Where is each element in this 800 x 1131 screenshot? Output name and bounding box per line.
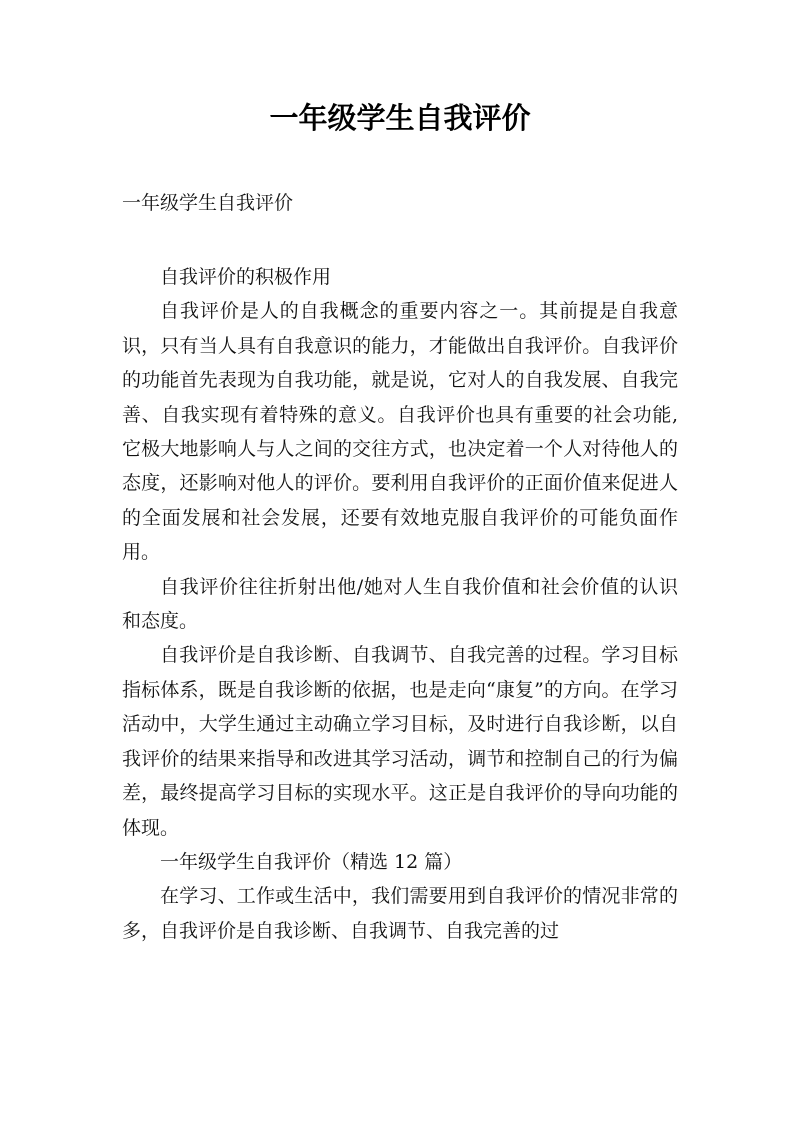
paragraph-heading: 自我评价的积极作用: [160, 266, 332, 288]
document-subtitle: 一年级学生自我评价: [122, 192, 294, 214]
document-title: 一年级学生自我评价: [269, 101, 531, 135]
paragraph: 自我评价是人的自我概念的重要内容之一。其前提是自我意识，只有当人具有自我意识的能力，才能做出自我评价。自我评价的功能首先表现为自我功能，就是说，它对人的自我发展、自我完善、自我实现有着特殊的意义。自我评价也具有重要的社会功能,它极大地影响人与人之间的交往方式，也决定着一个人对待他人的态度，还影响对他人的评价。要利用自我评价的正面价值来促进人的全面发展和社会发展，还要有效地克服自我评价的可能负面作用。: [122, 300, 678, 564]
paragraph: 在学习、工作或生活中，我们需要用到自我评价的情况非常的多，自我评价是自我诊断、自我调节、自我完善的过: [122, 885, 678, 942]
paragraph: 自我评价是自我诊断、自我调节、自我完善的过程。学习目标指标体系，既是自我诊断的依据，也是走向“康复”的方向。在学习活动中，大学生通过主动确立学习目标，及时进行自我诊断，以自我评价的结果来指导和改进其学习活动，调节和控制自己的行为偏差，最终提高学习目标的实现水平。这正是自我评价的导向功能的体现。: [122, 644, 678, 839]
paragraph-heading: 一年级学生自我评价（精选 12 篇）: [160, 850, 463, 873]
document-body: [122, 260, 678, 948]
paragraph: 自我评价往往折射出他/她对人生自我价值和社会价值的认识和态度。: [122, 575, 678, 633]
